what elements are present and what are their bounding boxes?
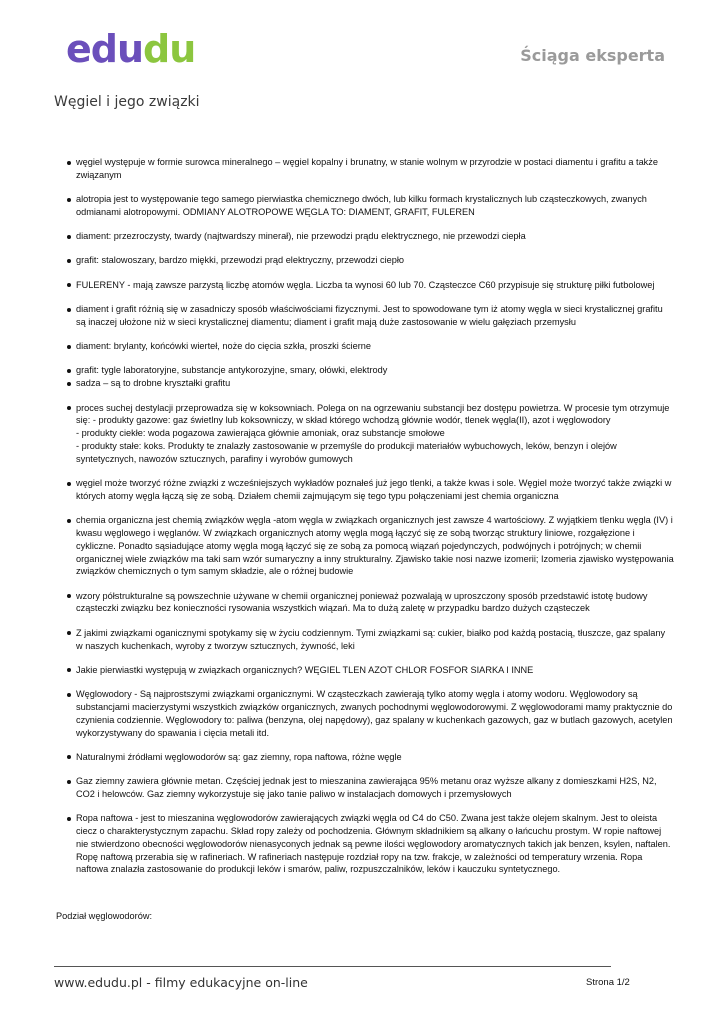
list-item: wzory półstrukturalne są powszechnie używane w chemii organicznej ponieważ pozwalają w uproszczony sposób przedstawić istotę budowy cząsteczki związku bez konieczności rysowania wszystkich wiązań. Ma to dużą zaletę w przypadku bardzo dużych cząsteczek: [62, 590, 674, 616]
list-item: Węglowodory - Są najprostszymi związkami organicznymi. W cząsteczkach zawierają tylko atomy węgla i atomy wodoru. Węglowodory są substancjami macierzystymi wszystkich związków organicznych, zwanych pochodnymi węglowodorowymi. Z węglowodorami mamy praktycznie do czynienia codziennie. Węglowodory to: paliwa (benzyna, olej napędowy), gaz spalany w kuchenkach gazowych, gaz w butlach gazowych, acetylen wykorzystywany do spawania i cięcia metali itd.: [62, 688, 674, 739]
document-content: [62, 156, 674, 888]
list-item: alotropia jest to występowanie tego samego pierwiastka chemicznego dwóch, lub kilku formach krystalicznych lub cząsteczkowych, zwanych odmianami alotropowymi. ODMIANY ALOTROPOWE WĘGLA TO: DIAMENT, GRAFIT, FULEREN: [62, 193, 674, 219]
list-item: grafit: stalowoszary, bardzo miękki, przewodzi prąd elektryczny, przewodzi ciepło: [62, 254, 674, 267]
list-item: Gaz ziemny zawiera głównie metan. Częściej jednak jest to mieszanina zawierająca 95% metanu oraz wyższe alkany z domieszkami H2S, N2, CO2 i helowców. Gaz ziemny wykorzystuje się jako tanie paliwo w instalacjach domowych i przemysłowych: [62, 775, 674, 801]
list-item: diament: przezroczysty, twardy (najtwardszy minerał), nie przewodzi prądu elektrycznego, nie przewodzi ciepła: [62, 230, 674, 243]
header-title: Ściąga eksperta: [520, 46, 665, 65]
list-item: sadza – są to drobne kryształki grafitu: [62, 377, 674, 390]
list-item: Ropa naftowa - jest to mieszanina węglowodorów zawierających związki węgla od C4 do C50. Zwana jest także olejem skalnym. Jest to oleista ciecz o charakterystycznym zapachu. Skład ropy zależy od pochodzenia. Głównym składnikiem są alkany o łańcuchu prostym. W ropie naftowej nie stwierdzono obecności węglowodorów nienasyconych jednak są pewne ilości węglowodory aromatycznych takich jak benzen, ksylen, naftalen. Ropę naftową przerabia się w rafineriach. W rafineriach następuje rozdział ropy na tzw. frakcje, w zależności od temperatury wrzenia. Ropa naftowa znalazła zastosowanie do produkcji leków i smarów, paliw, rozpuszczalników, leków i kauczuku syntetycznego.: [62, 812, 674, 876]
edudu-logo: edudu: [66, 27, 196, 71]
list-item: Z jakimi związkami oganicznymi spotykamy się w życiu codziennym. Tymi związkami są: cukier, białko pod każdą postacią, tłuszcze, gaz spalany w naszych kuchenkach, wyroby z tworzyw sztucznych, żywność, leki: [62, 627, 674, 653]
list-item: węgiel występuje w formie surowca mineralnego – węgiel kopalny i brunatny, w stanie wolnym w przyrodzie w postaci diamentu i grafitu a także związanym: [62, 156, 674, 182]
footer-site-link[interactable]: www.edudu.pl - filmy edukacyjne on-line: [54, 975, 308, 990]
list-item: węgiel może tworzyć różne związki z wcześniejszych wykładów poznałeś już jego tlenki, a także kwas i sole. Węgiel może tworzyć także związki w których atomy węgla łączą się ze sobą. Działem chemii zajmującym się tego typu połączeniami jest chemia organiczna: [62, 477, 674, 503]
bullet-list: [62, 156, 674, 876]
list-item: Naturalnymi źródłami węglowodorów są: gaz ziemny, ropa naftowa, różne węgle: [62, 751, 674, 764]
list-item: diament i grafit różnią się w zasadniczy sposób właściwościami fizycznymi. Jest to spowodowane tym iż atomy węgla w sieci krystalicznej grafitu są inaczej ułożone niż w sieci krystalicznej diamentu; diament i grafit mają duże zastosowanie w wielu gałęziach przemysłu: [62, 303, 674, 329]
list-item: chemia organiczna jest chemią związków węgla -atom węgla w związkach organicznych jest zawsze 4 wartościowy. Z wyjątkiem tlenku węgla (IV) i kwasu węglowego i węglanów. W związkach organicznych atomy węgla mogą łączyć się ze sobą tworząc struktury liniowe, rozgałęzione i cykliczne. Ponadto sąsiadujące atomy węgla mogą łączyć się ze sobą za pomocą wiązań pojedynczych, podwójnych i potrójnych; w chemii organicznej wiele związków ma taki sam wzór sumaryczny a inny strukturalny. Zjawisko takie nosi nazwe izomerii; Izomeria zjawisko występowania związków chemicznych o tym samym składzie, ale o różnej budowie: [62, 514, 674, 578]
document-title: Węgiel i jego związki: [54, 94, 200, 110]
footer-divider: [54, 966, 611, 967]
list-item: proces suchej destylacji przeprowadza się w koksowniach. Polega on na ogrzewaniu substancji bez dostępu powietrza. W procesie tym otrzymuje się: - produkty gazowe: gaz świetlny lub koksowniczy, w skład którego wchodzą głównie wodór, tlenek węgla(II), azot i węglowodory - produkty ciekłe: woda pogazowa zawierająca głównie amoniak, oraz substancje smołowe - produkty stałe: koks. Produkty te znalazły zastosowanie w przemyśle do produkcji materiałów wybuchowych, leków, benzyn i olejów syntetycznych, nawozów sztucznych, parafiny i wyrobów gumowych: [62, 402, 674, 466]
list-item: FULERENY - mają zawsze parzystą liczbę atomów węgla. Liczba ta wynosi 60 lub 70. Cząsteczce C60 przypisuje się strukturę piłki futbolowej: [62, 279, 674, 292]
list-item: diament: brylanty, końcówki wierteł, noże do cięcia szkła, proszki ścierne: [62, 340, 674, 353]
list-item: grafit: tygle laboratoryjne, substancje antykorozyjne, smary, ołówki, elektrody: [62, 364, 674, 377]
list-item: Jakie pierwiastki występują w związkach organicznych? WĘGIEL TLEN AZOT CHLOR FOSFOR SIARKA I INNE: [62, 664, 674, 677]
page-number: Strona 1/2: [586, 977, 630, 988]
closing-text: Podział węglowodorów:: [56, 911, 153, 921]
